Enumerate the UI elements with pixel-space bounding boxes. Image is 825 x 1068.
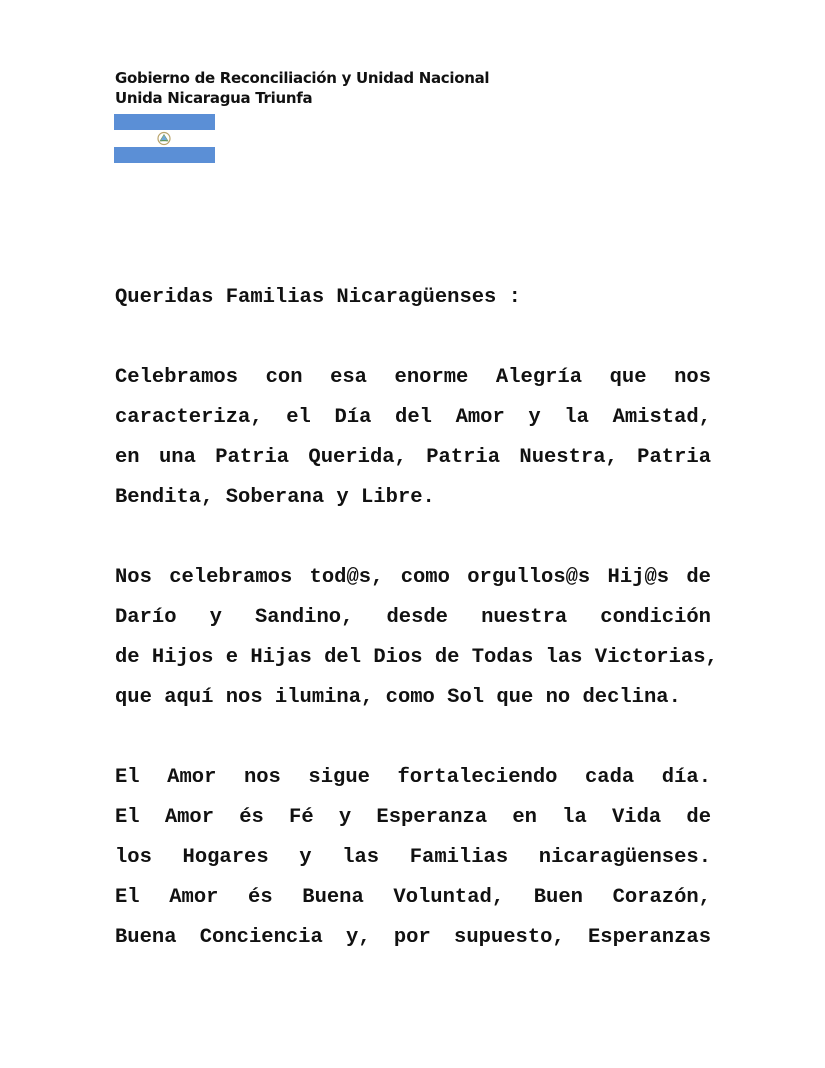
paragraph-line: El Amor nos sigue fortaleciendo cada día. [115,766,711,789]
paragraph-line: Darío y Sandino, desde nuestra condición [115,606,711,629]
paragraph-2 [115,558,718,718]
paragraph-line: El Amor és Fé y Esperanza en la Vida de [115,806,711,829]
header-line-2: Unida Nicaragua Triunfa [115,89,313,107]
paragraph-line: Nos celebramos tod@s, como orgullos@s Hij@s de [115,566,711,589]
paragraph-line: Bendita, Soberana y Libre. [115,486,435,509]
government-header [115,68,489,108]
paragraph-line: los Hogares y las Familias nicaragüenses. [115,846,711,869]
paragraph-3 [115,758,711,958]
header-line-1: Gobierno de Reconciliación y Unidad Nacional [115,69,490,87]
paragraph-line: Celebramos con esa enorme Alegría que nos [115,366,711,389]
paragraph-line: Buena Conciencia y, por supuesto, Esperanzas [115,926,711,949]
paragraph-line: en una Patria Querida, Patria Nuestra, Patria [115,446,711,469]
paragraph-1 [115,358,711,518]
paragraph-line: El Amor és Buena Voluntad, Buen Corazón, [115,886,711,909]
paragraph-line: que aquí nos ilumina, como Sol que no declina. [115,686,681,709]
paragraph-line: de Hijos e Hijas del Dios de Todas las Victorias, [115,646,718,669]
nicaragua-flag-icon [114,114,215,163]
letter-body [115,278,718,958]
paragraph-line: caracteriza, el Día del Amor y la Amistad, [115,406,711,429]
salutation: Queridas Familias Nicaragüenses : [115,286,521,309]
